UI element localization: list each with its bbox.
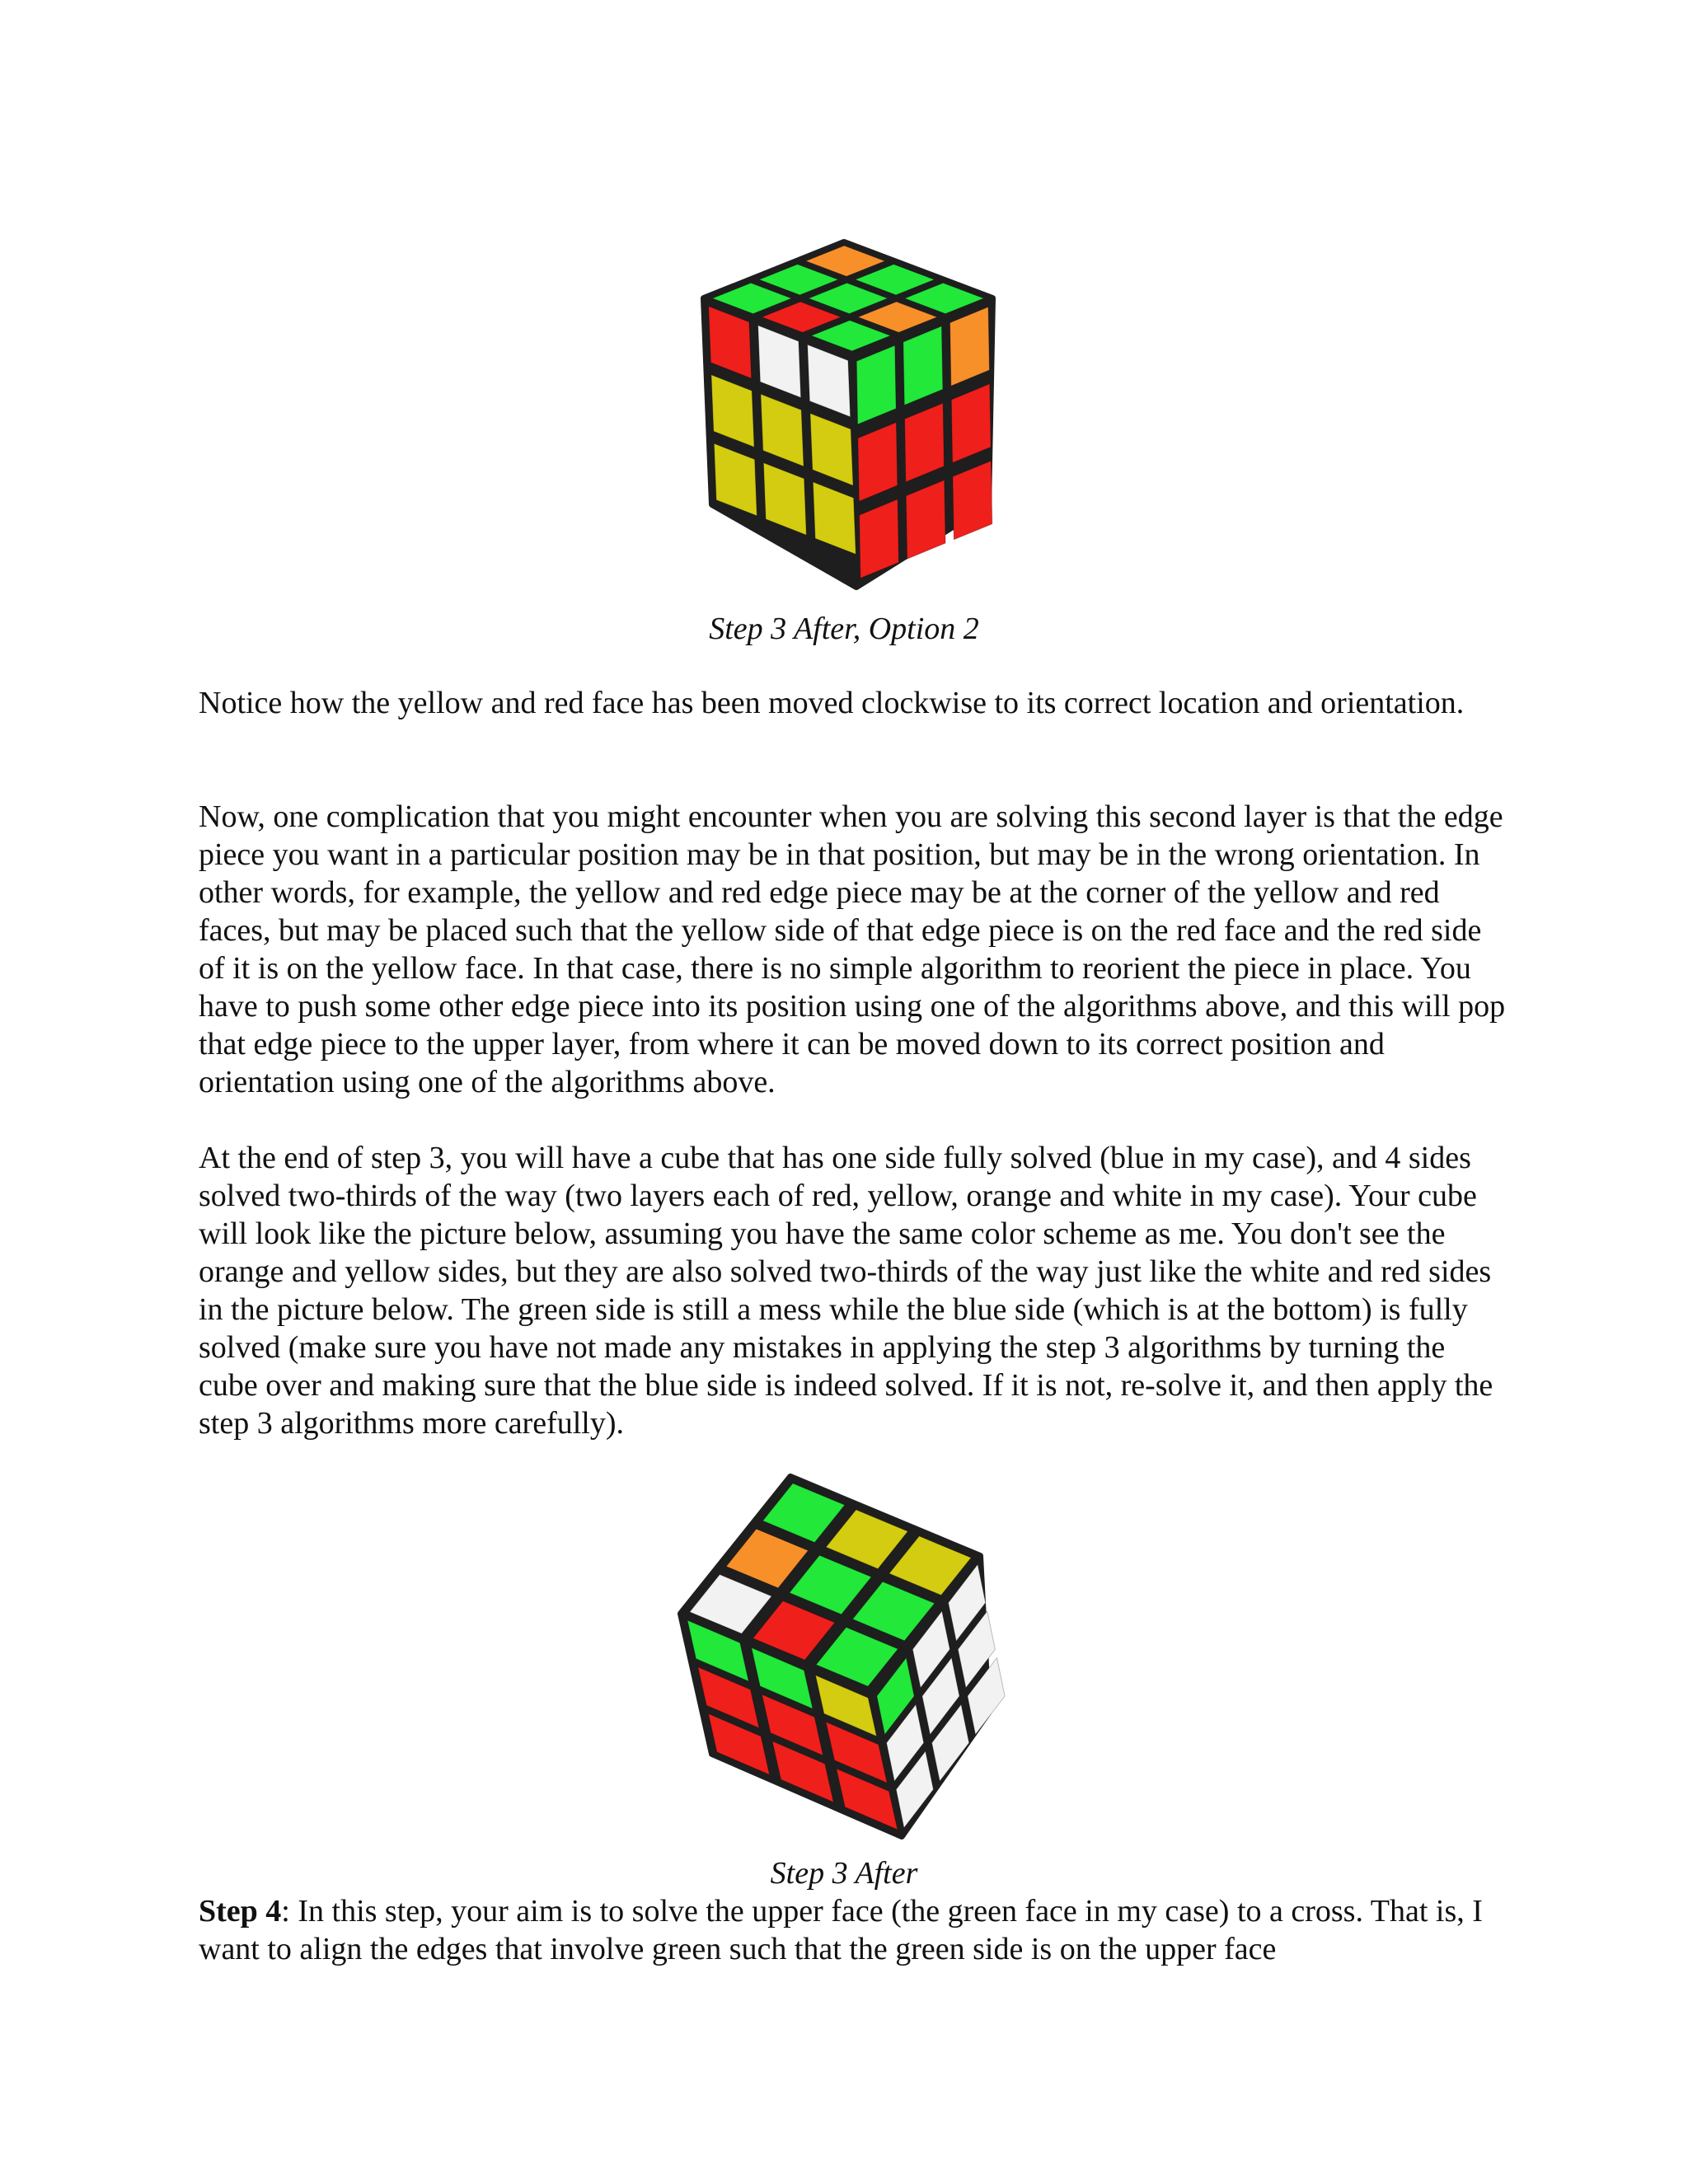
step-label: Step 4 <box>199 1894 282 1929</box>
paragraph-3: At the end of step 3, you will have a cube that has one side fully solved (blue in my case), and 4 sides solved two-thirds of the way (two layers each of red, yellow, orange and white in my case). Your cube will look like the picture below, assuming you have the same color scheme as me. You don't see the orange and yellow sides, but they are also solved two-thirds of the way just like the white and red sides in the picture below. The green side is still a mess while the blue side (which is at the bottom) is fully solved (make sure you have not made any mistakes in applying the step 3 algorithms by turning the cube over and making sure that the blue side is indeed solved. If it is not, re-solve it, and then apply the step 3 algorithms more carefully). <box>199 1141 1493 1441</box>
cube-figure-2 <box>0 1465 1688 1844</box>
paragraph-4 <box>199 1892 1509 1968</box>
rubiks-cube-image <box>671 232 1017 595</box>
step-text: : In this step, your aim is to solve the upper face (the green face in my case) to a cross. That is, I want to align the edges that involve green such that the green side is on the upper face <box>199 1894 1483 1966</box>
cube-figure-1 <box>0 232 1688 595</box>
paragraph-2: Now, one complication that you might encounter when you are solving this second layer is that the edge piece you want in a particular position may be in that position, but may be in the wrong orientation. In other words, for example, the yellow and red edge piece may be at the corner of the yellow and red faces, but may be placed such that the yellow side of that edge piece is on the red face and the red side of it is on the yellow face. In that case, there is no simple algorithm to reorient the piece in place. You have to push some other edge piece into its position using one of the algorithms above, and this will pop that edge piece to the upper layer, from where it can be moved down to its correct position and orientation using one of the algorithms above. <box>199 799 1506 1099</box>
paragraph-1: Notice how the yellow and red face has been moved clockwise to its correct location and orientation. <box>199 686 1465 720</box>
rubiks-cube-image <box>663 1465 1025 1844</box>
figure-caption-1: Step 3 After, Option 2 <box>709 612 979 646</box>
figure-caption-2: Step 3 After <box>770 1856 918 1891</box>
